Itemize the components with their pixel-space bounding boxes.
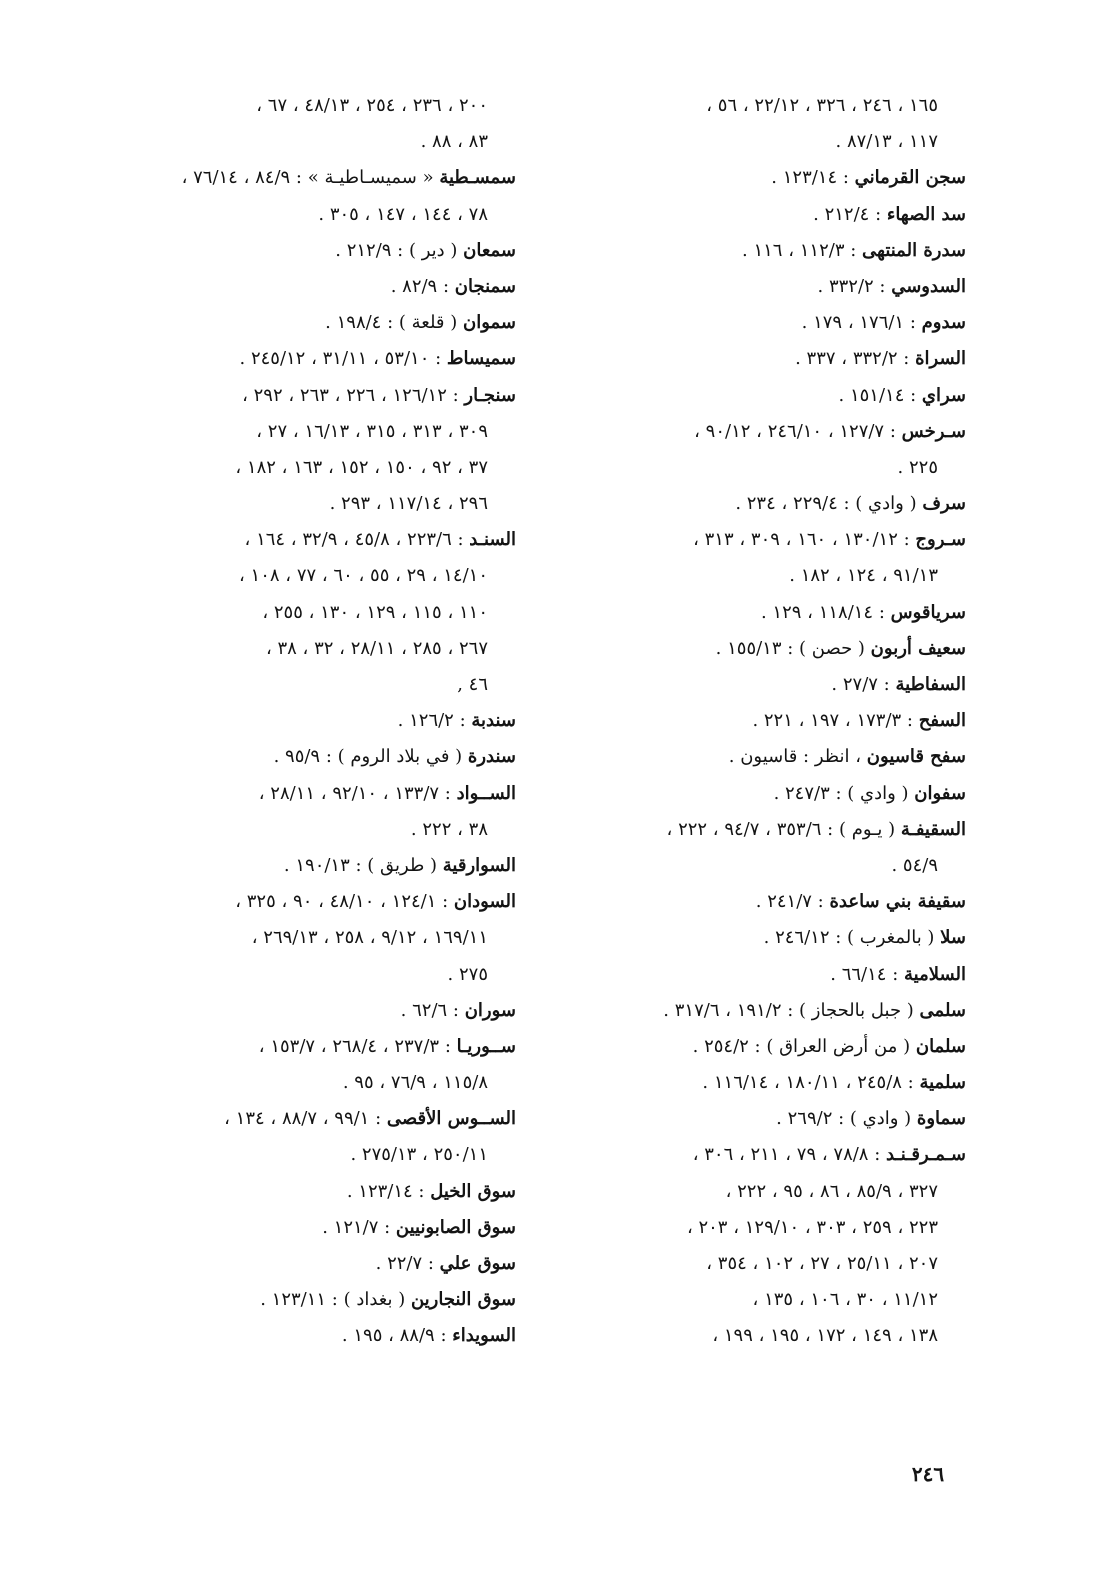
entry-references: : ٢٤١/٧ . [755, 891, 830, 913]
entry-name: سلمى [919, 999, 966, 1021]
index-entry [106, 1174, 516, 1210]
index-entry [546, 595, 966, 631]
entry-references: : ١٢١/٧ . [322, 1216, 396, 1238]
index-entry [546, 884, 966, 920]
index-entry [546, 957, 966, 993]
index-continuation-line [106, 812, 516, 848]
entry-name: سـروج [915, 529, 966, 551]
page-number: ٢٤٦ [911, 1462, 945, 1486]
entry-name: سندرة [467, 746, 516, 768]
index-entry [546, 305, 966, 341]
entry-name: سوق علي [439, 1253, 516, 1274]
index-continuation-line [106, 88, 516, 124]
left-index-column [106, 88, 516, 1355]
entry-name: السقيفـة [900, 818, 966, 840]
entry-references: ( جبل بالحجاز ) : ١٩١/٢ ، ٣١٧/٦ . [663, 999, 920, 1021]
entry-name: السوارقية [442, 854, 516, 876]
entry-name: سمعان [463, 239, 516, 261]
index-continuation-line [546, 450, 966, 486]
entry-name: سميساط [446, 348, 516, 370]
entry-references: : ١٢٧/٧ ، ٢٤٦/١٠ ، ٩٠/١٢ ، [694, 420, 902, 442]
entry-name: السنـد [469, 529, 516, 551]
entry-name: سفوان [914, 782, 966, 804]
index-continuation-line [546, 1282, 966, 1318]
index-entry [546, 1029, 966, 1065]
index-continuation-line [106, 631, 516, 667]
entry-name: السراة [915, 348, 966, 370]
index-continuation-line [106, 667, 516, 703]
index-continuation-line [106, 957, 516, 993]
entry-name: سدرة المنتهى [862, 239, 966, 261]
index-continuation-line [106, 197, 516, 233]
entry-name: سوران [464, 999, 516, 1021]
entry-name: ســوريـا [456, 1035, 516, 1057]
entry-name: سرف [922, 493, 966, 515]
entry-references: : ٦٢/٦ . [400, 999, 465, 1021]
index-entry [546, 160, 966, 196]
entry-references: ١١٠ ، ١١٥ ، ١٢٩ ، ١٣٠ ، ٢٥٥ ، [262, 601, 488, 623]
entry-references: ( وادي ) : ٢٤٧/٣ . [773, 782, 915, 804]
entry-references: ( في بلاد الروم ) : ٩٥/٩ . [273, 746, 468, 768]
entry-references: ٢٧٥ . [447, 963, 488, 985]
entry-references: ٣٧ ، ٩٢ ، ١٥٠ ، ١٥٢ ، ١٦٣ ، ١٨٢ ، [235, 456, 488, 478]
right-index-column [546, 88, 966, 1355]
index-continuation-line [546, 88, 966, 124]
entry-name: السفح [918, 710, 966, 732]
entry-references: : ١٢٣/١٤ . [771, 167, 855, 189]
index-entry [106, 1029, 516, 1065]
entry-references: ٣٨ ، ٢٢٢ . [410, 818, 488, 840]
index-entry [546, 341, 966, 377]
entry-references: ٤٦ , [457, 674, 488, 695]
entry-name: سد الصهاء [886, 203, 966, 225]
entry-references: ٥٤/٩ . [891, 854, 938, 876]
index-entry [106, 1318, 516, 1354]
entry-references: ( وادي ) : ٢٢٩/٤ ، ٢٣٤ . [735, 493, 923, 515]
index-entry [106, 739, 516, 775]
index-continuation-line [106, 1065, 516, 1101]
entry-references: ١٦٩/١١ ، ٩/١٢ ، ٢٥٨ ، ٢٦٩/١٣ ، [251, 927, 488, 949]
entry-references: : ٨٢/٩ . [390, 275, 455, 297]
entry-references: : ٢٤٥/٨ ، ١٨٠/١١ ، ١١٦/١٤ . [702, 1072, 920, 1094]
entry-name: سدوم [921, 312, 966, 334]
entry-references: ٢٦٧ ، ٢٨٥ ، ٢٨/١١ ، ٣٢ ، ٣٨ ، [265, 637, 488, 659]
entry-name: سلمان [915, 1035, 966, 1057]
entry-references: : ١٢٦/١٢ ، ٢٢٦ ، ٢٦٣ ، ٢٩٢ ، [242, 384, 465, 406]
entry-references: ٣٠٩ ، ٣١٣ ، ٣١٥ ، ١٦/١٣ ، ٢٧ ، [256, 420, 488, 442]
entry-name: سنجـار [464, 384, 516, 406]
entry-name: السودان [453, 891, 516, 913]
index-entry [546, 993, 966, 1029]
entry-references: : ١٧٣/٣ ، ١٩٧ ، ٢٢١ . [752, 710, 919, 732]
index-entry [546, 812, 966, 848]
entry-references: ١٦٥ ، ٢٤٦ ، ٣٢٦ ، ٢٢/١٢ ، ٥٦ ، [706, 95, 938, 116]
index-entry [106, 1210, 516, 1246]
entry-references: ( من أرض العراق ) : ٢٥٤/٢ . [692, 1035, 916, 1057]
index-entry [106, 1282, 516, 1318]
index-entry [546, 1101, 966, 1137]
entry-name: سموان [462, 312, 516, 334]
index-entry [546, 920, 966, 956]
entry-references: : ٣٣٢/٢ . [817, 275, 892, 297]
entry-references: ٢٥٠/١١ ، ٢٧٥/١٣ . [350, 1144, 488, 1166]
index-entry [106, 160, 516, 196]
entry-references: ( بغداد ) : ١٢٣/١١ . [260, 1289, 411, 1311]
entry-name: السويداء [452, 1325, 516, 1347]
entry-references: ٢٩٦ ، ١١٧/١٤ ، ٢٩٣ . [329, 493, 488, 515]
entry-references: : ١٥١/١٤ . [838, 384, 922, 406]
entry-name: سوق النجارين [410, 1289, 516, 1311]
entry-name: سمسـطية [439, 167, 516, 189]
entry-references: ( دير ) : ٢١٢/٩ . [335, 239, 464, 261]
index-entry [546, 1137, 966, 1173]
index-entry [106, 341, 516, 377]
entry-references: « سميسـاطيـة » : ٨٤/٩ ، ٧٦/١٤ ، [181, 167, 440, 189]
index-entry [106, 848, 516, 884]
index-entry [106, 233, 516, 269]
entry-name: سماوة [916, 1108, 966, 1130]
index-entry [106, 378, 516, 414]
entry-name: سفح قاسيون [866, 746, 966, 768]
entry-name: سوق الصابونيين [395, 1216, 516, 1238]
entry-name: سقيفة بني ساعدة [829, 891, 966, 913]
entry-name: الســواد [456, 782, 516, 804]
entry-references: : ١١٨/١٤ ، ١٢٩ . [760, 601, 891, 623]
entry-references: ٢٢٥ . [897, 456, 938, 478]
entry-references: ١١٧ ، ٨٧/١٣ . [835, 131, 938, 153]
index-entry [106, 884, 516, 920]
entry-references: : ١١٢/٣ ، ١١٦ . [742, 239, 863, 261]
entry-references: ٢٠٧ ، ٢٥/١١ ، ٢٧ ، ١٠٢ ، ٣٥٤ ، [706, 1253, 938, 1274]
index-continuation-line [546, 1174, 966, 1210]
entry-name: سلمية [919, 1072, 966, 1094]
entry-references: ( بالمغرب ) : ٢٤٦/١٢ . [763, 927, 941, 949]
entry-references: : ٢١٢/٤ . [813, 203, 887, 225]
entry-references: ٢٢٣ ، ٢٥٩ ، ٣٠٣ ، ١٢٩/١٠ ، ٢٠٣ ، [686, 1216, 938, 1238]
entry-references: ٧٨ ، ١٤٤ ، ١٤٧ ، ٣٠٥ . [318, 203, 488, 225]
entry-references: ٢٠٠ ، ٢٣٦ ، ٢٥٤ ، ٤٨/١٣ ، ٦٧ ، [256, 95, 488, 116]
index-continuation-line [106, 558, 516, 594]
index-entry [546, 522, 966, 558]
entry-references: ( وادي ) : ٢٦٩/٢ . [776, 1108, 917, 1130]
entry-references: ٩١/١٣ ، ١٢٤ ، ١٨٢ . [789, 565, 938, 587]
entry-references: : ٣٣٢/٢ ، ٣٣٧ . [795, 348, 916, 370]
index-entry [106, 776, 516, 812]
entry-name: سوق الخيل [430, 1180, 516, 1202]
entry-references: : ١٣٠/١٢ ، ١٦٠ ، ٣٠٩ ، ٣١٣ ، [693, 529, 916, 551]
index-entry [106, 1246, 516, 1282]
entry-name: سـمـرقـنـد [886, 1144, 966, 1166]
entry-references: ، انظر : قاسيون . [728, 746, 867, 768]
entry-references: ٣٢٧ ، ٨٥/٩ ، ٨٦ ، ٩٥ ، ٢٢٢ ، [725, 1180, 938, 1202]
entry-references: ( يـوم ) : ٣٥٣/٦ ، ٩٤/٧ ، ٢٢٢ ، [666, 818, 901, 840]
entry-references: : ٩٩/١ ، ٨٨/٧ ، ١٣٤ ، [224, 1108, 387, 1130]
index-entry [546, 703, 966, 739]
index-entry [106, 305, 516, 341]
index-entry [546, 233, 966, 269]
entry-name: سلا [940, 927, 966, 949]
index-entry [546, 667, 966, 703]
index-entry [106, 993, 516, 1029]
entry-references: : ٥٣/١٠ ، ٣١/١١ ، ٢٤٥/١٢ . [239, 348, 447, 370]
index-entry [106, 269, 516, 305]
entry-references: : ١٣٣/٧ ، ٩٢/١٠ ، ٢٨/١١ ، [258, 782, 457, 804]
index-entry [546, 269, 966, 305]
entry-references: : ٢٢٣/٦ ، ٤٥/٨ ، ٣٢/٩ ، ١٦٤ ، [244, 529, 470, 551]
index-continuation-line [106, 124, 516, 160]
index-entry [106, 522, 516, 558]
index-continuation-line [546, 1318, 966, 1354]
entry-name: سراي [921, 384, 966, 406]
entry-references: : ١٢٦/٢ . [397, 710, 472, 732]
index-continuation-line [546, 1246, 966, 1282]
entry-name: سعيف أربون [870, 637, 966, 659]
entry-references: ١١٥/٨ ، ٧٦/٩ ، ٩٥ . [342, 1072, 488, 1094]
index-continuation-line [546, 558, 966, 594]
entry-references: : ٢٧/٧ . [831, 674, 896, 695]
index-continuation-line [106, 486, 516, 522]
entry-references: ( قلعة ) : ١٩٨/٤ . [325, 312, 463, 334]
entry-name: سجن القرماني [854, 167, 966, 189]
index-continuation-line [546, 848, 966, 884]
entry-name: السلامية [903, 963, 966, 985]
entry-references: : ١٧٦/١ ، ١٧٩ . [801, 312, 922, 334]
index-entry [546, 486, 966, 522]
entry-name: السدوسي [891, 275, 966, 297]
index-entry [106, 703, 516, 739]
entry-references: ( حصن ) : ١٥٥/١٣ . [715, 637, 871, 659]
index-continuation-line [106, 1137, 516, 1173]
index-entry [546, 197, 966, 233]
entry-references: : ١٢٣/١٤ . [346, 1180, 431, 1202]
index-continuation-line [106, 920, 516, 956]
entry-name: سمنجان [454, 275, 516, 297]
index-continuation-line [106, 450, 516, 486]
entry-references: ١٣٨ ، ١٤٩ ، ١٧٢ ، ١٩٥ ، ١٩٩ ، [712, 1325, 938, 1347]
index-continuation-line [106, 595, 516, 631]
index-continuation-line [546, 1210, 966, 1246]
entry-name: سرياقوس [890, 601, 966, 623]
entry-references: : ٢٢/٧ . [375, 1253, 440, 1274]
index-entry [546, 631, 966, 667]
index-entry [546, 378, 966, 414]
entry-references: ٨٣ ، ٨٨ . [420, 131, 488, 153]
entry-references: ( طريق ) : ١٩٠/١٣ . [283, 854, 443, 876]
index-entry [106, 1101, 516, 1137]
entry-references: : ٧٨/٨ ، ٧٩ ، ٢١١ ، ٣٠٦ ، [692, 1144, 886, 1166]
index-continuation-line [106, 414, 516, 450]
entry-references: : ١٢٤/١ ، ٤٨/١٠ ، ٩٠ ، ٣٢٥ ، [235, 891, 454, 913]
entry-references: ١١/١٢ ، ٣٠ ، ١٠٦ ، ١٣٥ ، [752, 1289, 938, 1311]
index-entry [546, 1065, 966, 1101]
entry-references: ١٤/١٠ ، ٢٩ ، ٥٥ ، ٦٠ ، ٧٧ ، ١٠٨ ، [239, 565, 488, 587]
index-entry [546, 776, 966, 812]
entry-name: السفاطية [895, 674, 966, 695]
index-entry [546, 739, 966, 775]
index-entry [546, 414, 966, 450]
entry-name: الســوس الأقصى [386, 1108, 516, 1130]
entry-references: : ٦٦/١٤ . [830, 963, 904, 985]
entry-name: سـرخس [901, 420, 966, 442]
entry-references: : ٨٨/٩ ، ١٩٥ . [341, 1325, 453, 1347]
entry-references: : ٢٣٧/٣ ، ٢٦٨/٤ ، ١٥٣/٧ ، [258, 1035, 457, 1057]
index-continuation-line [546, 124, 966, 160]
entry-name: سندبة [471, 710, 516, 732]
